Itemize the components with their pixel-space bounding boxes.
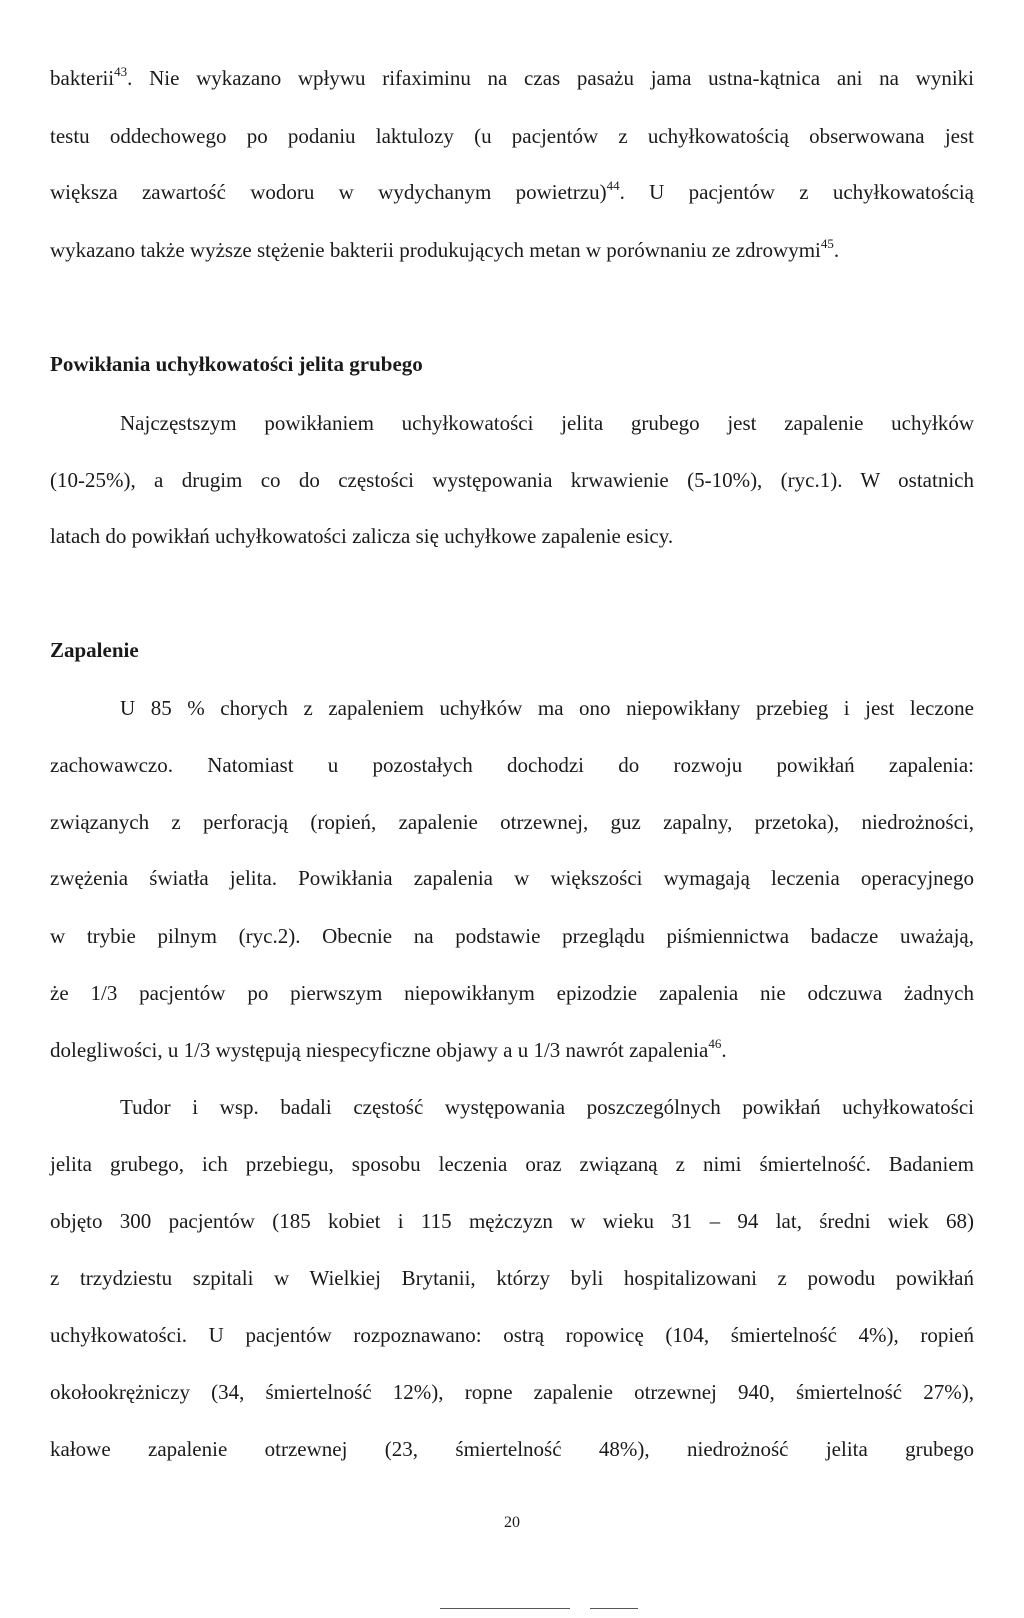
text-line: testu oddechowego po podaniu laktulozy (u pacjentów z uchyłkowatością obserwowana jest <box>50 124 974 148</box>
footer-rule <box>440 1608 570 1609</box>
text-line: Tudor i wsp. badali częstość występowania poszczególnych powikłań uchyłkowatości <box>120 1095 974 1119</box>
footnote-ref: 46 <box>708 1036 722 1051</box>
text-line: zachowawczo. Natomiast u pozostałych dochodzi do rozwoju powikłań zapalenia: <box>50 753 974 777</box>
text-line: okołookrężniczy (34, śmiertelność 12%), ropne zapalenie otrzewnej 940, śmiertelność 27%), <box>50 1380 974 1404</box>
footnote-ref: 45 <box>820 236 834 251</box>
text-line: w trybie pilnym (ryc.2). Obecnie na podstawie przeglądu piśmiennictwa badacze uważają, <box>50 924 974 948</box>
text-line: U 85 % chorych z zapaleniem uchyłków ma ono niepowikłany przebieg i jest leczone <box>120 696 974 720</box>
section-heading: Powikłania uchyłkowatości jelita grubego <box>50 352 423 376</box>
text-line: uchyłkowatości. U pacjentów rozpoznawano: ostrą ropowicę (104, śmiertelność 4%), ropień <box>50 1323 974 1347</box>
text-line: (10-25%), a drugim co do częstości występowania krwawienie (5-10%), (ryc.1). W ostatnich <box>50 468 974 492</box>
text-line: że 1/3 pacjentów po pierwszym niepowikłanym epizodzie zapalenia nie odczuwa żadnych <box>50 981 974 1005</box>
text-line: z trzydziestu szpitali w Wielkiej Brytanii, którzy byli hospitalizowani z powodu powikłań <box>50 1266 974 1290</box>
text-line: objęto 300 pacjentów (185 kobiet i 115 mężczyzn w wieku 31 – 94 lat, średni wiek 68) <box>50 1209 974 1233</box>
section-heading: Zapalenie <box>50 638 139 662</box>
text-line: Najczęstszym powikłaniem uchyłkowatości jelita grubego jest zapalenie uchyłków <box>120 411 974 435</box>
text-line: dolegliwości, u 1/3 występują niespecyficzne objawy a u 1/3 nawrót zapalenia$^{46}$. <box>50 1036 727 1062</box>
text-line: wykazano także wyższe stężenie bakterii produkujących metan w porównaniu ze zdrowymi$^{45}$. <box>50 236 840 262</box>
text-line: kałowe zapalenie otrzewnej (23, śmiertelność 48%), niedrożność jelita grubego <box>50 1437 974 1461</box>
text-line: związanych z perforacją (ropień, zapalenie otrzewnej, guz zapalny, przetoka), niedrożności, <box>50 810 974 834</box>
text-line: jelita grubego, ich przebiegu, sposobu leczenia oraz związaną z nimi śmiertelność. Badaniem <box>50 1152 974 1176</box>
footnote-ref: 43 <box>114 64 128 79</box>
text-line: bakterii$^{43}$. Nie wykazano wpływu rifaximinu na czas pasażu jama ustna-kątnica ani na wyniki <box>50 64 974 90</box>
text-line: zwężenia światła jelita. Powikłania zapalenia w większości wymagają leczenia operacyjnego <box>50 866 974 890</box>
text-line: większa zawartość wodoru w wydychanym powietrzu)$^{44}$. U pacjentów z uchyłkowatością <box>50 178 974 204</box>
text-line: latach do powikłań uchyłkowatości zalicza się uchyłkowe zapalenie esicy. <box>50 524 674 548</box>
footer-rule <box>590 1608 638 1609</box>
footnote-ref: 44 <box>606 178 620 193</box>
page-number: 20 <box>504 1514 520 1531</box>
